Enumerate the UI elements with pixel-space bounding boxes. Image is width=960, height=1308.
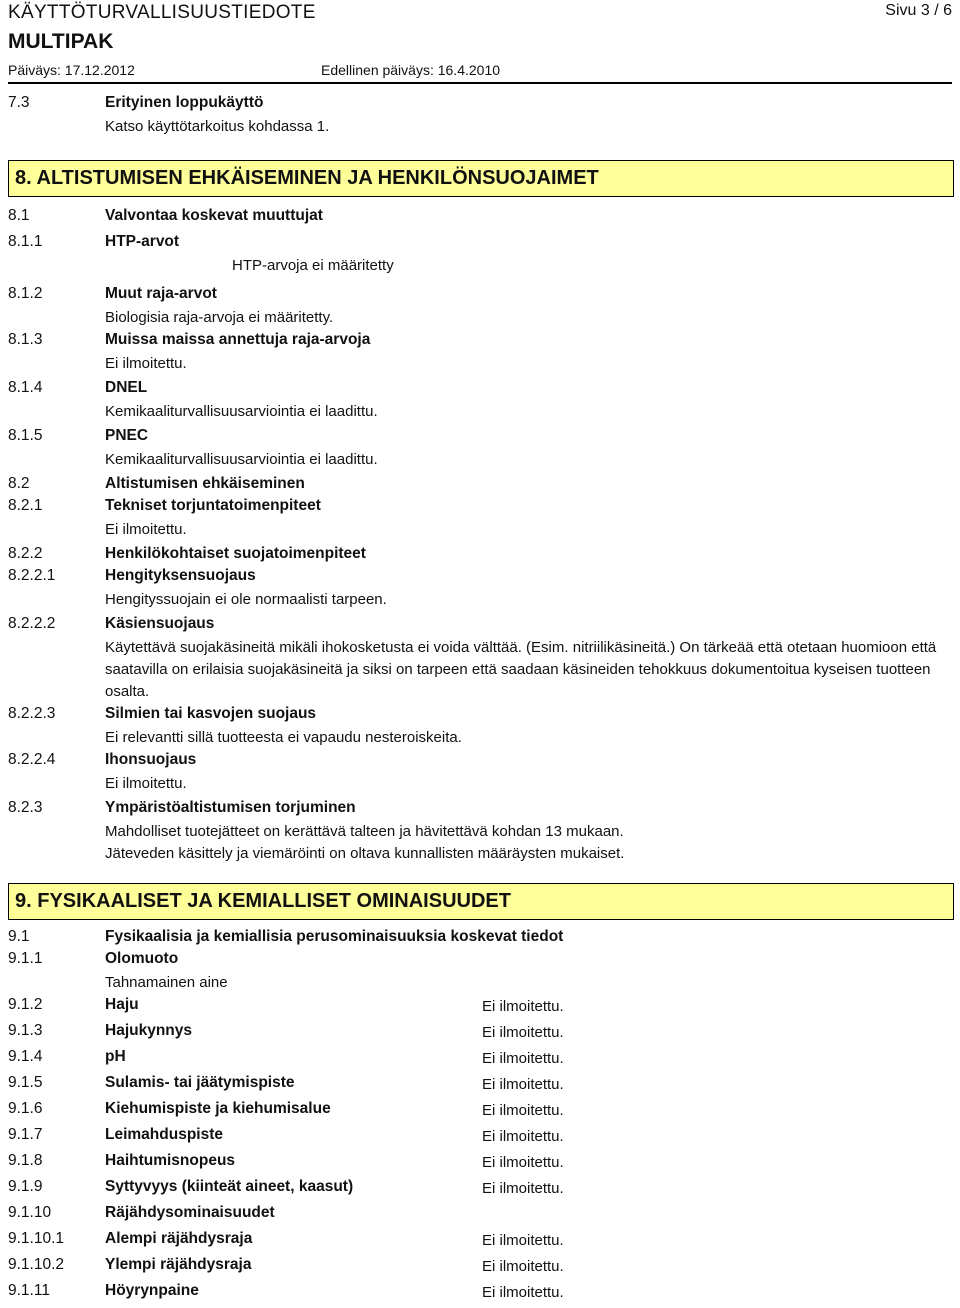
section-number: 8.2.2.1	[8, 567, 56, 584]
property-name: Haju	[105, 996, 139, 1013]
property-list	[8, 996, 954, 1308]
property-row	[8, 996, 954, 1022]
section-number: 9.1	[8, 928, 30, 945]
property-value: Ei ilmoitettu.	[482, 1154, 564, 1171]
property-row	[8, 1126, 954, 1152]
section-8-heading: 8. ALTISTUMISEN EHKÄISEMINEN JA HENKILÖNSUOJAIMET	[8, 160, 954, 197]
section-number: 8.1.4	[8, 379, 43, 396]
section-9-heading: 9. FYSIKAALISET JA KEMIALLISET OMINAISUUDET	[8, 883, 954, 920]
property-name: Sulamis- tai jäätymispiste	[105, 1074, 295, 1091]
property-number: 9.1.10.2	[8, 1256, 65, 1273]
section-text: Mahdolliset tuotejätteet on kerättävä talteen ja hävitettävä kohdan 13 mukaan.	[105, 823, 624, 840]
section-text: Hengityssuojain ei ole normaalisti tarpeen.	[105, 591, 387, 608]
property-value: Ei ilmoitettu.	[482, 1232, 564, 1249]
section-number: 8.1.3	[8, 331, 43, 348]
section-text: Jäteveden käsittely ja viemäröinti on oltava kunnallisten määräysten mukaiset.	[105, 845, 625, 862]
property-number: 9.1.10.1	[8, 1230, 65, 1247]
section-8-2-3	[8, 799, 954, 821]
section-title: Valvontaa koskevat muuttujat	[105, 207, 323, 224]
section-8-2	[8, 475, 954, 497]
product-name: MULTIPAK	[8, 30, 114, 53]
section-text: Käytettävä suojakäsineitä mikäli ihokosketusta ei voida välttää. (Esim. nitriilikäsineitä.) On tärkeää että otetaan huomioon että saatavilla on erilaisia suojakäsineitä ja siksi on tarpeen että saadaan käsineiden tehokkuus dokumentoitua kyseisen tuotteen osalta.	[105, 639, 937, 700]
property-row	[8, 1100, 954, 1126]
property-row	[8, 1230, 954, 1256]
property-value: Ei ilmoitettu.	[482, 1102, 564, 1119]
issue-date: Päiväys: 17.12.2012	[8, 62, 135, 78]
page-header	[8, 0, 952, 88]
property-number: 9.1.3	[8, 1022, 43, 1039]
section-7-3	[8, 94, 954, 116]
previous-date: Edellinen päiväys: 16.4.2010	[321, 62, 501, 78]
property-number: 9.1.10	[8, 1204, 52, 1221]
section-9-1	[8, 928, 954, 950]
section-number: 8.2	[8, 475, 30, 492]
property-row	[8, 1022, 954, 1048]
section-number: 8.2.2.4	[8, 751, 56, 768]
section-number: 8.1.2	[8, 285, 43, 302]
section-text: Ei ilmoitettu.	[105, 521, 187, 538]
section-8-2-2	[8, 545, 954, 567]
section-8-2-2-2	[8, 615, 954, 637]
property-name: Räjähdysominaisuudet	[105, 1204, 275, 1221]
property-number: 9.1.2	[8, 996, 43, 1013]
property-value: Ei ilmoitettu.	[482, 1050, 564, 1067]
property-value: Ei ilmoitettu.	[482, 1024, 564, 1041]
section-title: PNEC	[105, 427, 149, 444]
section-text: Kemikaaliturvallisuusarviointia ei laadittu.	[105, 451, 378, 468]
section-8-1-4	[8, 379, 954, 401]
section-title: Altistumisen ehkäiseminen	[105, 475, 305, 492]
section-text: HTP-arvoja ei määritetty	[232, 257, 394, 274]
property-row	[8, 1152, 954, 1178]
property-row	[8, 1048, 954, 1074]
property-number: 9.1.8	[8, 1152, 43, 1169]
section-number: 8.2.2	[8, 545, 43, 562]
property-name: Syttyvyys (kiinteät aineet, kaasut)	[105, 1178, 354, 1195]
property-number: 9.1.6	[8, 1100, 43, 1117]
section-8-1-5	[8, 427, 954, 449]
section-9-1-1	[8, 950, 954, 972]
property-value: Ei ilmoitettu.	[482, 1076, 564, 1093]
property-number: 9.1.7	[8, 1126, 43, 1143]
section-8-2-2-4	[8, 751, 954, 773]
property-row	[8, 1256, 954, 1282]
section-number: 8.1.1	[8, 233, 43, 250]
section-title: Muissa maissa annettuja raja-arvoja	[105, 331, 371, 348]
property-value: Ei ilmoitettu.	[482, 1128, 564, 1145]
section-title: Tekniset torjuntatoimenpiteet	[105, 497, 321, 514]
section-title: Muut raja-arvot	[105, 285, 217, 302]
section-text: Ei relevantti sillä tuotteesta ei vapaudu nesteroiskeita.	[105, 729, 462, 746]
property-row	[8, 1074, 954, 1100]
property-name: Ylempi räjähdysraja	[105, 1256, 252, 1273]
section-number: 9.1.1	[8, 950, 43, 967]
section-text: Katso käyttötarkoitus kohdassa 1.	[105, 118, 330, 135]
section-title: Ihonsuojaus	[105, 751, 197, 768]
property-number: 9.1.5	[8, 1074, 43, 1091]
property-name: Höyrynpaine	[105, 1282, 199, 1299]
property-number: 9.1.9	[8, 1178, 43, 1195]
section-text: Ei ilmoitettu.	[105, 355, 187, 372]
property-name: pH	[105, 1048, 126, 1065]
section-8-2-2-3	[8, 705, 954, 727]
section-text: Tahnamainen aine	[105, 974, 228, 991]
property-name: Kiehumispiste ja kiehumisalue	[105, 1100, 331, 1117]
section-title: Henkilökohtaiset suojatoimenpiteet	[105, 545, 366, 562]
section-title: Ympäristöaltistumisen torjuminen	[105, 799, 356, 816]
property-value: Ei ilmoitettu.	[482, 1258, 564, 1275]
section-title: DNEL	[105, 379, 148, 396]
section-8-2-1	[8, 497, 954, 519]
section-number: 8.1.5	[8, 427, 43, 444]
section-text: Kemikaaliturvallisuusarviointia ei laadittu.	[105, 403, 378, 420]
property-name: Leimahduspiste	[105, 1126, 223, 1143]
property-name: Haihtumisnopeus	[105, 1152, 236, 1169]
section-number: 8.2.3	[8, 799, 43, 816]
page-number: Sivu 3 / 6	[885, 2, 952, 19]
section-number: 8.2.1	[8, 497, 43, 514]
section-title: Olomuoto	[105, 950, 179, 967]
property-name: Alempi räjähdysraja	[105, 1230, 253, 1247]
section-number: 7.3	[8, 94, 30, 111]
section-number: 8.2.2.3	[8, 705, 56, 722]
property-number: 9.1.4	[8, 1048, 43, 1065]
property-number: 9.1.11	[8, 1282, 50, 1299]
section-title: Hengityksensuojaus	[105, 567, 256, 584]
property-value: Ei ilmoitettu.	[482, 998, 564, 1015]
section-8-1	[8, 207, 954, 229]
property-row	[8, 1178, 954, 1204]
section-8-1-3	[8, 331, 954, 353]
section-number: 8.2.2.2	[8, 615, 56, 632]
document-title: KÄYTTÖTURVALLISUUSTIEDOTE	[8, 2, 316, 23]
section-title: Käsiensuojaus	[105, 615, 215, 632]
section-8-1-1	[8, 233, 954, 255]
section-title: Fysikaalisia ja kemiallisia perusominaisuuksia koskevat tiedot	[105, 928, 564, 945]
property-value: Ei ilmoitettu.	[482, 1180, 564, 1197]
section-8-1-2	[8, 285, 954, 307]
property-name: Hajukynnys	[105, 1022, 193, 1039]
property-row	[8, 1282, 954, 1308]
section-title: HTP-arvot	[105, 233, 180, 250]
header-divider	[8, 82, 952, 84]
section-title: Erityinen loppukäyttö	[105, 94, 264, 111]
section-text: Biologisia raja-arvoja ei määritetty.	[105, 309, 334, 326]
property-row	[8, 1204, 954, 1230]
section-text: Ei ilmoitettu.	[105, 775, 187, 792]
document-body	[8, 94, 954, 1308]
property-value: Ei ilmoitettu.	[482, 1284, 564, 1301]
section-title: Silmien tai kasvojen suojaus	[105, 705, 317, 722]
section-8-2-2-1	[8, 567, 954, 589]
section-number: 8.1	[8, 207, 30, 224]
